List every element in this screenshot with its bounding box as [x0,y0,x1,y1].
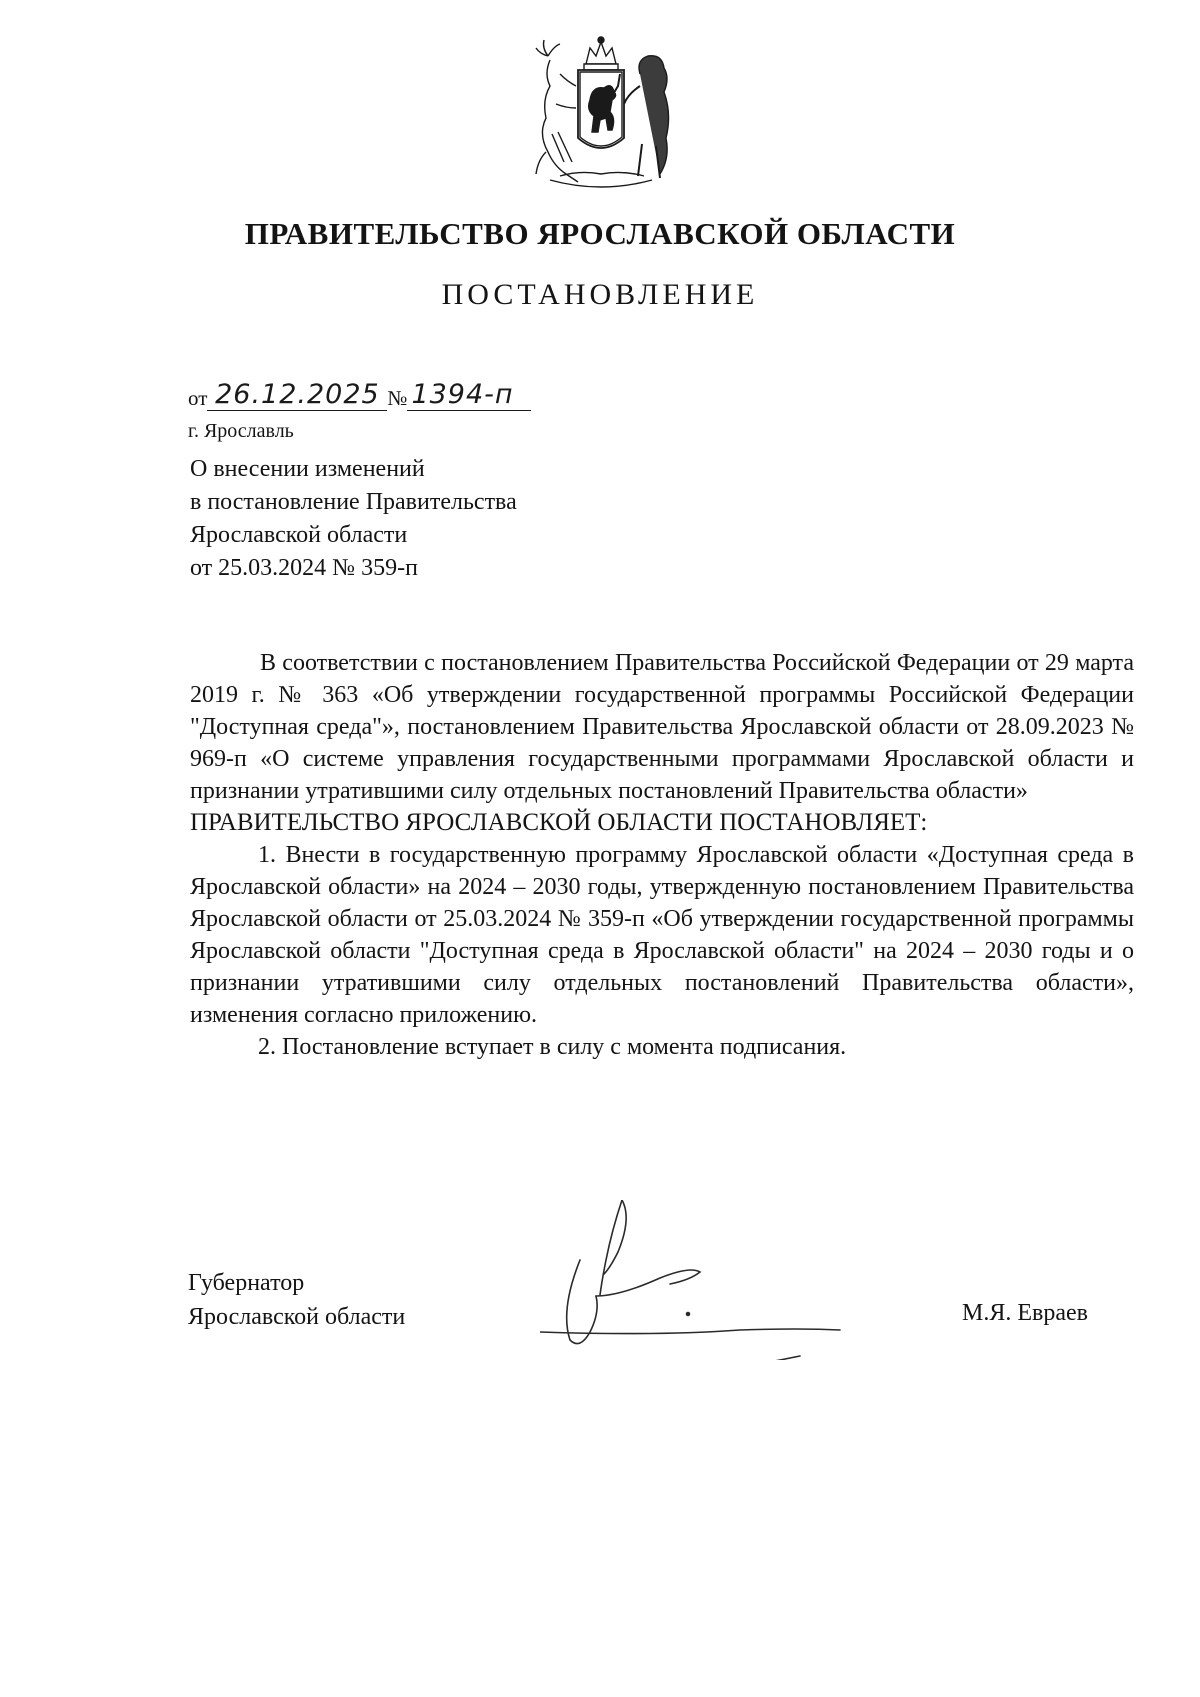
government-title: ПРАВИТЕЛЬСТВО ЯРОСЛАВСКОЙ ОБЛАСТИ [244,216,956,251]
subject-line: в постановление Правительства [190,489,517,515]
signatory-name: М.Я. Евраев [962,1300,1088,1326]
date-number-line [188,380,531,411]
from-label: от [188,386,208,410]
document-type-title: ПОСТАНОВЛЕНИЕ [441,278,759,311]
number-label: № [387,386,408,410]
item-2-paragraph: 2. Постановление вступает в силу с момента подписания. [258,1034,847,1060]
document-subject [190,453,517,585]
subject-line: от 25.03.2024 № 359-п [190,555,418,581]
coat-of-arms-emblem [520,34,682,190]
signatory-position [188,1266,405,1334]
subject-line: О внесении изменений [190,456,425,482]
handwritten-signature [540,1200,920,1360]
decree-statement: ПРАВИТЕЛЬСТВО ЯРОСЛАВСКОЙ ОБЛАСТИ ПОСТАНОВЛЯЕТ: [190,809,928,836]
document-date: 26.12.2025 [207,380,387,411]
item-1-paragraph: 1. Внести в государственную программу Ярославской области «Доступная среда в Ярославской области» на 2024 – 2030 годы, утвержденную постановлением Правительства Ярославской области от 25.03.2024 № 359-п «Об утверждении государственной программы Ярославской области "Доступная среда в Ярославской области" на 2024 – 2030 годы и о признании утратившими силу отдельных постановлений Правительства области», изменения согласно приложению. [190,842,1134,1028]
city-label: г. Ярославль [188,420,294,442]
preamble-paragraph: В соответствии с постановлением Правительства Российской Федерации от 29 марта 2019 г. № 363 «Об утверждении государственной программы Российской Федерации "Доступная среда"», постановлением Правительства Ярославской области от 28.09.2023 № 969-п «О системе управления государственными программами Ярославской области и признании утратившими силу отдельных постановлений Правительства области» [190,650,1134,804]
position-line: Ярославской области [188,1304,406,1330]
position-line: Губернатор [188,1270,305,1296]
subject-line: Ярославской области [190,522,408,548]
document-body [190,647,1134,1063]
document-number: 1394-п [407,380,531,411]
